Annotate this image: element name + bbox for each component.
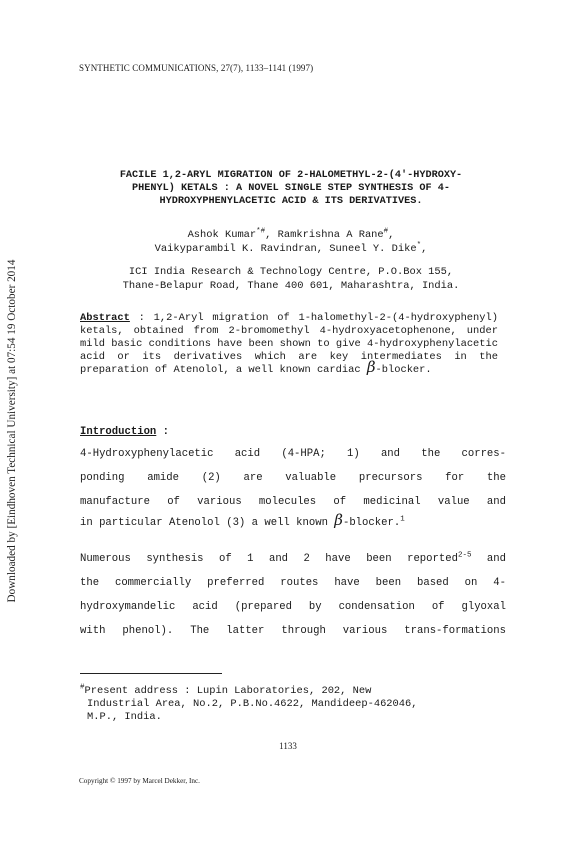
introduction-colon: : <box>156 426 170 438</box>
introduction-heading-text: Introduction <box>80 426 157 438</box>
footnote-mark: # <box>80 683 85 692</box>
copyright-notice: Copyright © 1997 by Marcel Dekker, Inc. <box>79 777 200 785</box>
paragraph-2-line-1 <box>80 553 506 566</box>
beta-symbol: β <box>334 511 343 529</box>
abstract-text: 1,2-Aryl migration of 1-halomethyl-2-(4-hydroxyphenyl) ketals, obtained from 2-bromomethyl 4-hydroxyacetophenone, under mild basic conditions have been shown to give 4-hydroxyphenylacetic acid or its derivatives which are key intermediates in the preparation of Atenolol, a well known cardiac <box>80 312 498 376</box>
title-line-2: PHENYL) KETALS : A NOVEL SINGLE STEP SYNTHESIS OF 4- <box>132 183 450 194</box>
abstract-heading: Abstract <box>80 312 130 324</box>
authors-line-2 <box>60 243 522 257</box>
author-mark: *# <box>256 227 266 236</box>
reference-mark: 2-5 <box>457 551 472 560</box>
title-line-1: FACILE 1,2-ARYL MIGRATION OF 2-HALOMETHYL-2-(4'-HYDROXY- <box>119 170 463 181</box>
author-ravindran-dike: Vaikyparambil K. Ravindran, Suneel Y. Dike <box>154 243 417 255</box>
abstract-tail: -blocker. <box>375 364 432 376</box>
paragraph-1-line-3: manufacture of various molecules of medicinal value and <box>80 496 506 508</box>
author-kumar: Ashok Kumar <box>187 229 257 241</box>
paragraph-2-line-3: hydroxymandelic acid (prepared by condensation of glyoxal <box>80 601 506 613</box>
footnote-line-1 <box>80 685 417 698</box>
author-rane: , Ramkrishna A Rane <box>265 229 384 241</box>
affiliation-line-1: ICI India Research & Technology Centre, P.O.Box 155, <box>128 266 454 278</box>
paragraph-2-line-1-tail: and <box>471 553 506 565</box>
footnote-divider <box>80 673 222 674</box>
paragraph-1-line-4-tail: -blocker. <box>342 517 401 529</box>
introduction-heading <box>80 426 169 438</box>
paragraph-1-line-1: 4-Hydroxyphenylacetic acid (4-HPA; 1) and the corres- <box>80 448 506 460</box>
page-number: 1133 <box>279 741 297 751</box>
affiliation-line-2: Thane-Belapur Road, Thane 400 601, Maharashtra, India. <box>122 280 460 292</box>
footnote-line-1-text: Present address : Lupin Laboratories, 202, New <box>84 685 372 697</box>
footnote-line-3: M.P., India. <box>87 711 162 723</box>
footnote-line-2: Industrial Area, No.2, P.B.No.4622, Mandideep-462046, <box>87 698 418 710</box>
article-title <box>60 169 522 208</box>
author-mark: * <box>416 241 422 250</box>
paragraph-2-line-4: with phenol). The latter through various trans-formations <box>80 625 506 637</box>
watermark-text: Downloaded by [Eindhoven Technical University] at 07:54 19 October 2014 <box>6 259 18 603</box>
author-separator: , <box>421 243 428 255</box>
abstract-colon: : <box>129 312 154 324</box>
paragraph-2-line-2: the commercially preferred routes have been based on 4- <box>80 577 506 589</box>
title-line-3: HYDROXYPHENYLACETIC ACID & ITS DERIVATIVES. <box>159 196 423 207</box>
abstract <box>80 312 498 377</box>
journal-header: SYNTHETIC COMMUNICATIONS, 27(7), 1133–1141 (1997) <box>79 63 314 73</box>
reference-mark: 1 <box>400 515 405 524</box>
paragraph-2-line-1-text: Numerous synthesis of 1 and 2 have been reported <box>80 553 458 565</box>
author-separator: , <box>388 229 395 241</box>
paragraph-1-line-4 <box>80 511 506 530</box>
author-mark: # <box>383 227 389 236</box>
paragraph-1-line-4-text: in particular Atenolol (3) a well known <box>80 517 335 529</box>
beta-symbol: β <box>366 358 376 376</box>
download-watermark <box>4 218 20 644</box>
footnote <box>80 685 417 724</box>
authors-line-1 <box>60 229 522 243</box>
paragraph-1-line-2: ponding amide (2) are valuable precursors for the <box>80 472 506 484</box>
